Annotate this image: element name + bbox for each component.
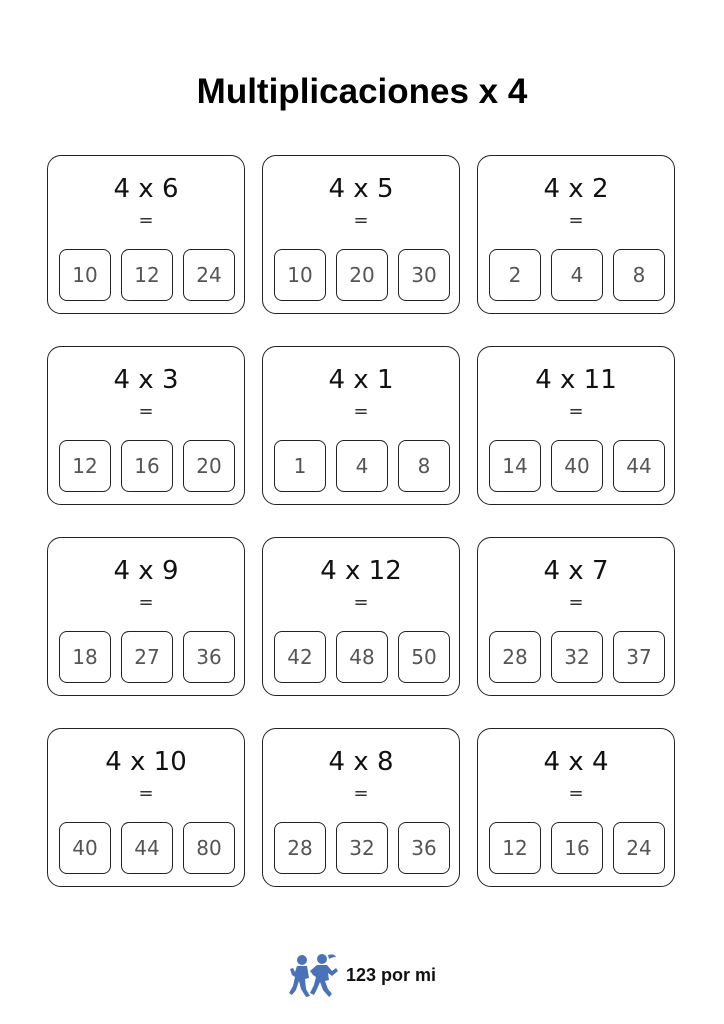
answer-option[interactable]: 20 xyxy=(336,249,388,301)
exercise-card xyxy=(477,155,675,314)
equals-sign: = xyxy=(568,210,584,231)
exercise-grid xyxy=(47,155,677,888)
answer-option[interactable]: 12 xyxy=(121,249,173,301)
exercise-card xyxy=(262,346,460,505)
exercise-card xyxy=(262,155,460,314)
answer-option[interactable]: 12 xyxy=(489,822,541,874)
multiplication-expression: 4 x 8 xyxy=(328,747,394,777)
answer-option[interactable]: 36 xyxy=(183,631,235,683)
answer-option[interactable]: 27 xyxy=(121,631,173,683)
answer-option[interactable]: 4 xyxy=(551,249,603,301)
answer-option[interactable]: 28 xyxy=(489,631,541,683)
answer-option[interactable]: 44 xyxy=(613,440,665,492)
multiplication-expression: 4 x 3 xyxy=(113,365,179,395)
answer-option[interactable]: 80 xyxy=(183,822,235,874)
answer-option[interactable]: 32 xyxy=(551,631,603,683)
footer-brand xyxy=(288,950,468,1000)
answer-option[interactable]: 40 xyxy=(59,822,111,874)
exercise-card xyxy=(477,728,675,887)
equals-sign: = xyxy=(353,783,369,804)
exercise-card xyxy=(477,346,675,505)
answer-option[interactable]: 10 xyxy=(274,249,326,301)
multiplication-expression: 4 x 12 xyxy=(320,556,402,586)
exercise-card xyxy=(47,728,245,887)
equals-sign: = xyxy=(138,401,154,422)
equals-sign: = xyxy=(138,783,154,804)
multiplication-expression: 4 x 1 xyxy=(328,365,394,395)
equals-sign: = xyxy=(568,592,584,613)
equals-sign: = xyxy=(138,210,154,231)
multiplication-expression: 4 x 11 xyxy=(535,365,617,395)
exercise-card xyxy=(477,537,675,696)
equals-sign: = xyxy=(568,401,584,422)
equals-sign: = xyxy=(138,592,154,613)
exercise-card xyxy=(262,728,460,887)
multiplication-expression: 4 x 6 xyxy=(113,174,179,204)
multiplication-expression: 4 x 10 xyxy=(105,747,187,777)
answer-option[interactable]: 2 xyxy=(489,249,541,301)
answer-option[interactable]: 14 xyxy=(489,440,541,492)
answer-option[interactable]: 20 xyxy=(183,440,235,492)
multiplication-expression: 4 x 5 xyxy=(328,174,394,204)
answer-option[interactable]: 1 xyxy=(274,440,326,492)
page-title: Multiplicaciones x 4 xyxy=(196,72,528,111)
equals-sign: = xyxy=(353,210,369,231)
answer-option[interactable]: 30 xyxy=(398,249,450,301)
exercise-card xyxy=(47,537,245,696)
answer-option[interactable]: 4 xyxy=(336,440,388,492)
equals-sign: = xyxy=(568,783,584,804)
exercise-card xyxy=(47,155,245,314)
answer-option[interactable]: 40 xyxy=(551,440,603,492)
answer-option[interactable]: 44 xyxy=(121,822,173,874)
multiplication-expression: 4 x 9 xyxy=(113,556,179,586)
answer-option[interactable]: 36 xyxy=(398,822,450,874)
answer-option[interactable]: 18 xyxy=(59,631,111,683)
answer-option[interactable]: 16 xyxy=(121,440,173,492)
exercise-card xyxy=(47,346,245,505)
multiplication-expression: 4 x 2 xyxy=(543,174,609,204)
answer-option[interactable]: 12 xyxy=(59,440,111,492)
two-children-running-icon xyxy=(288,951,340,999)
answer-option[interactable]: 32 xyxy=(336,822,388,874)
answer-option[interactable]: 37 xyxy=(613,631,665,683)
answer-option[interactable]: 8 xyxy=(398,440,450,492)
answer-option[interactable]: 48 xyxy=(336,631,388,683)
answer-option[interactable]: 10 xyxy=(59,249,111,301)
brand-name: 123 por mi xyxy=(346,964,437,985)
answer-option[interactable]: 24 xyxy=(183,249,235,301)
equals-sign: = xyxy=(353,592,369,613)
answer-option[interactable]: 24 xyxy=(613,822,665,874)
answer-option[interactable]: 50 xyxy=(398,631,450,683)
equals-sign: = xyxy=(353,401,369,422)
multiplication-expression: 4 x 7 xyxy=(543,556,609,586)
answer-option[interactable]: 28 xyxy=(274,822,326,874)
answer-option[interactable]: 8 xyxy=(613,249,665,301)
answer-option[interactable]: 42 xyxy=(274,631,326,683)
multiplication-expression: 4 x 4 xyxy=(543,747,609,777)
exercise-card xyxy=(262,537,460,696)
answer-option[interactable]: 16 xyxy=(551,822,603,874)
